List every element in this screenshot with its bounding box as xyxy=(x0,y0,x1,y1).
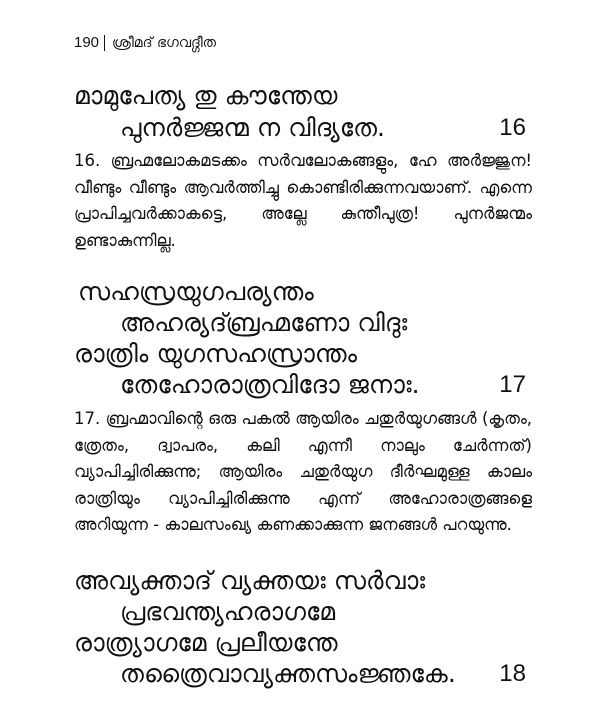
shloka-number-17: 17 xyxy=(499,371,526,398)
shloka-18-line-1: അവ്യക്താദ് വ്യക്തയഃ സർവാഃ xyxy=(74,566,426,595)
shloka-17-line-1: സഹസ്രയുഗപര്യന്തം xyxy=(78,277,314,306)
header-divider xyxy=(104,35,105,51)
shloka-17-line-4: തേഹോരാത്രവിദോ ജനാഃ. xyxy=(120,370,420,399)
shloka-18-line-2: പ്രഭവന്ത്യഹരാഗമേ xyxy=(120,597,336,626)
shloka-number-18: 18 xyxy=(499,660,526,687)
shloka-17-line-2: അഹര്യദ്ബ്രഹ്മണോ വിദുഃ xyxy=(120,308,408,337)
book-title: ശ്രീമദ് ഭഗവദ്ഗീത xyxy=(112,35,217,51)
shloka-16-line-1: മാമുപേത്യ തു കൗന്തേയ xyxy=(74,81,338,110)
shloka-17-line-3: രാത്രിം യുഗസഹസ്രാന്തം xyxy=(74,339,358,368)
commentary-16: 16. ബ്രഹ്മലോകമടക്കം സർവലോകങ്ങളും, ഹേ അർജ്ജുന! വീണ്ടും വീണ്ടും ആവർത്തിച്ചു കൊണ്ടിരിക്കുന്നവയാണ്. എന്നെ പ്രാപിച്ചവർക്കാകട്ടെ, അല്ലേ കുന്തീപുത്ര! പുനർജന്മം ഉണ്ടാകുന്നില്ല. xyxy=(74,151,532,250)
shloka-18-line-3: രാത്ര്യാഗമേ പ്രലീയന്തേ xyxy=(74,628,338,657)
shloka-18-line-4: തത്രൈവാവ്യക്തസംജ്ഞകേ. xyxy=(120,659,456,688)
commentary-17: 17. ബ്രഹ്മാവിന്റെ ഒരു പകൽ ആയിരം ചതുർയുഗങ്ങൾ (കൃതം, ത്രേതം, ദ്വാപരം, കലി എന്നീ നാലും ചേർന്നത്) വ്യാപിച്ചിരിക്കുന്നു; ആയിരം ചതുർയുഗ ദീർഘമുള്ള കാലം രാത്രിയും വ്യാപിച്ചിരിക്കുന്നു എന്ന് അഹോരാത്രങ്ങളെ അറിയുന്ന - കാലസംഖ്യ കണക്കാക്കുന്ന ജനങ്ങൾ പറയുന്നു. xyxy=(74,409,532,534)
page-number: 190 xyxy=(74,34,100,51)
shloka-number-16: 16 xyxy=(499,114,526,141)
running-header xyxy=(74,34,216,52)
shloka-16-line-2: പുനർജ്ജന്മ ന വിദ്യതേ. xyxy=(120,113,386,142)
